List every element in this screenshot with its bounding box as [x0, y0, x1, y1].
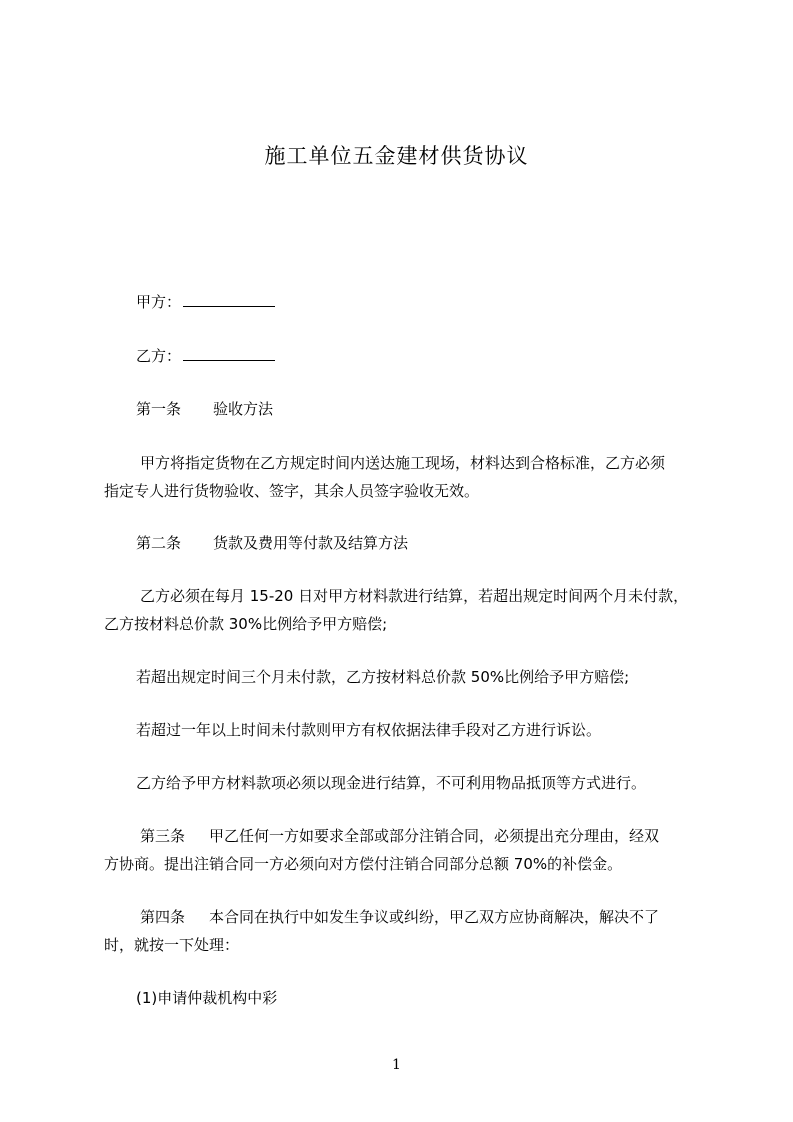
- party-b-blank: [183, 344, 275, 361]
- article2-heading-line: [136, 532, 408, 554]
- article2-p1-line1: 乙方必须在每月 15-20 日对甲方材料款进行结算，若超出规定时间两个月未付款，: [140, 587, 689, 605]
- article1-heading-line: [136, 398, 273, 420]
- document-title: 施工单位五金建材供货协议: [264, 144, 529, 168]
- article3-text-line2: 方协商。提出注销合同一方必须向对方偿付注销合同部分总额 70%的补偿金。: [104, 855, 623, 873]
- article3-line1: [140, 825, 659, 847]
- article1-text-line1: 甲方将指定货物在乙方规定时间内送达施工现场，材料达到合格标准，乙方必须: [140, 454, 666, 472]
- article2-name: 货款及费用等付款及结算方法: [213, 534, 409, 552]
- party-a-line: [136, 290, 275, 313]
- article1-text-line2: 指定专人进行货物验收、签字，其余人员签字验收无效。: [104, 482, 480, 500]
- article2-heading: 第二条: [136, 534, 182, 552]
- article3-text-line1: 甲乙任何一方如要求全部或部分注销合同，必须提出充分理由，经双: [209, 827, 660, 845]
- party-b-line: [136, 344, 275, 367]
- article1-name: 验收方法: [213, 400, 274, 418]
- article4-text-line1: 本合同在执行中如发生争议或纠纷，甲乙双方应协商解决，解决不了: [209, 908, 660, 926]
- page-number: 1: [392, 1057, 401, 1073]
- article1-heading: 第一条: [136, 400, 182, 418]
- party-b-label: 乙方：: [136, 347, 182, 365]
- article4-heading: 第四条: [140, 908, 186, 926]
- party-a-blank: [183, 290, 275, 307]
- article2-p2: 若超出规定时间三个月未付款，乙方按材料总价款 50%比例给予甲方赔偿;: [136, 668, 630, 686]
- article2-p1-line2: 乙方按材料总价款 30%比例给予甲方赔偿;: [104, 615, 388, 633]
- article4-item1: (1)申请仲裁机构中彩: [136, 989, 278, 1007]
- article2-p4: 乙方给予甲方材料款项必须以现金进行结算，不可利用物品抵顶等方式进行。: [136, 774, 647, 792]
- party-a-label: 甲方：: [136, 293, 182, 311]
- article2-p3: 若超过一年以上时间未付款则甲方有权依据法律手段对乙方进行诉讼。: [136, 721, 602, 739]
- article4-text-line2: 时，就按一下处理：: [104, 936, 240, 954]
- article3-heading: 第三条: [140, 827, 186, 845]
- article4-line1: [140, 906, 659, 928]
